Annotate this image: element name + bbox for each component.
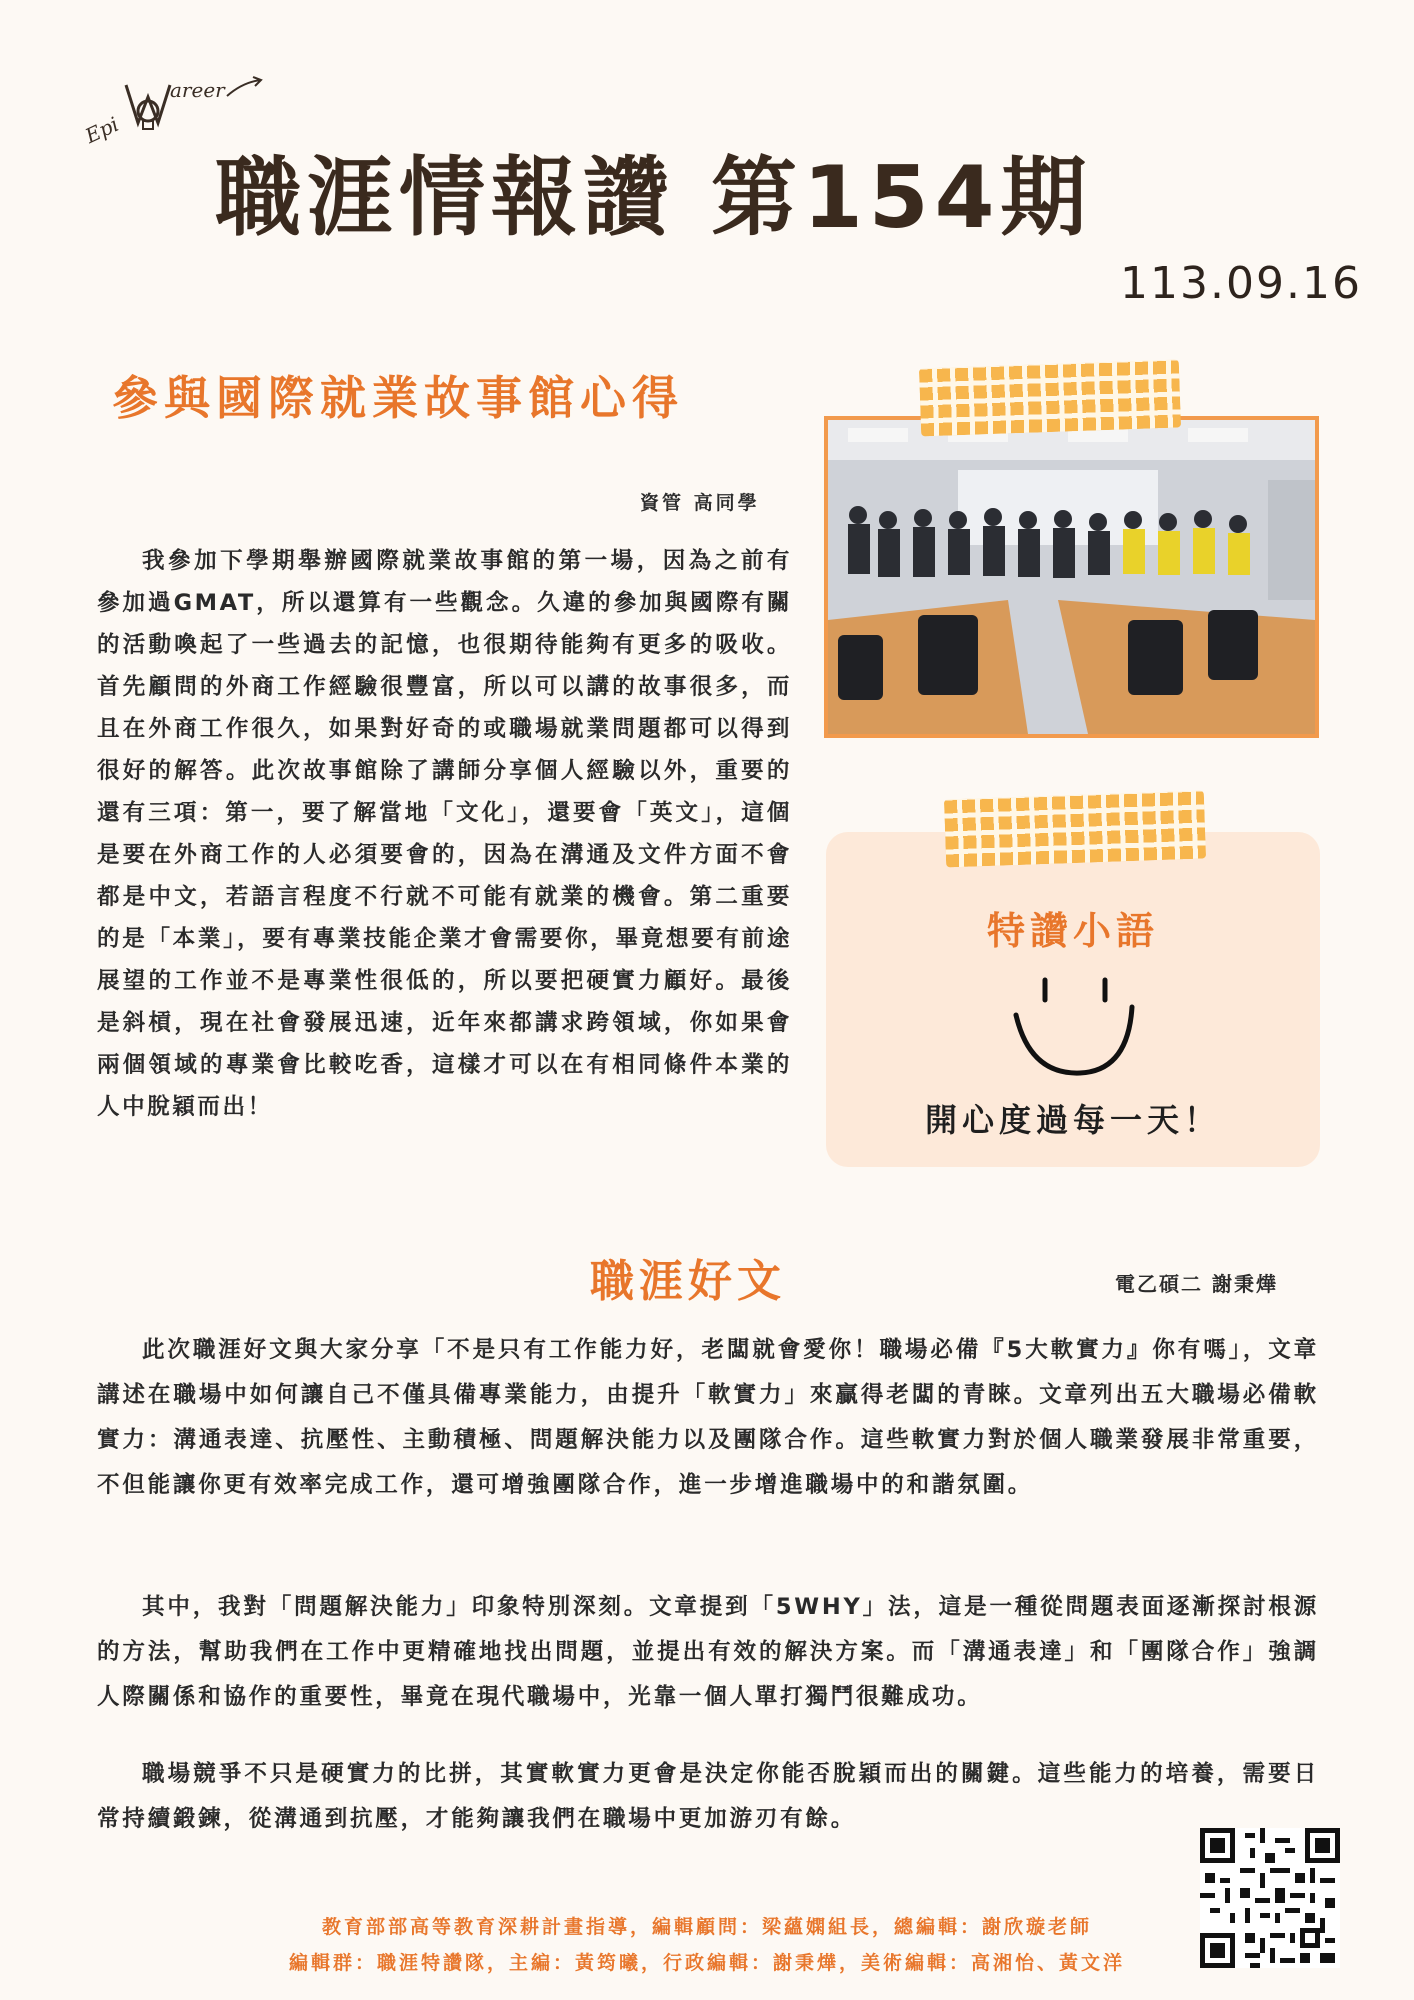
washi-tape-decoration xyxy=(919,359,1181,436)
newsletter-title: 職涯情報讚 第154期 xyxy=(215,148,1093,248)
qr-code-graphic xyxy=(1200,1828,1340,1968)
section1-body: 我參加下學期舉辦國際就業故事館的第一場，因為之前有參加過GMAT，所以還算有一些觀念。久違的參加與國際有關的活動喚起了一些過去的記憶，也很期待能夠有更多的吸收。首先顧問的外商工作經驗很豐富，所以可以講的故事很多，而且在外商工作很久，如果對好奇的或職場就業問題都可以得到很好的解答。此次故事館除了講師分享個人經驗以外，重要的還有三項：第一，要了解當地「文化」，還要會「英文」，這個是要在外商工作的人必須要會的，因為在溝通及文件方面不會都是中文，若語言程度不行就不可能有就業的機會。第二重要的是「本業」，要有專業技能企業才會需要你，畢竟想要有前途展望的工作並不是專業性很低的，所以要把硬實力顧好。最後是斜槓，現在社會發展迅速，近年來都講求跨領域，你如果會兩個領域的專業會比較吃香，這樣才可以在有相同條件本業的人中脫穎而出！ xyxy=(97,548,792,1120)
section2-author: 電乙碩二 謝秉燁 xyxy=(1115,1272,1278,1296)
quote-text: 開心度過每一天！ xyxy=(924,1101,1221,1139)
logo-career-text: areer xyxy=(170,78,225,102)
section1-title: 參與國際就業故事館心得 xyxy=(112,371,684,425)
section1-author: 資管 高同學 xyxy=(640,492,760,514)
quote-title xyxy=(826,900,1320,955)
quote-title-text: 特讚小語 xyxy=(986,909,1159,953)
logo-epi-text: Epi xyxy=(81,111,123,149)
footer-credits-line2: 編輯群：職涯特讚隊，主編：黃筠曦，行政編輯：謝秉燁，美術編輯：高湘怡、黃文洋 xyxy=(288,1952,1125,1974)
section2-paragraph: 其中，我對「問題解決能力」印象特別深刻。文章提到「5WHY」法，這是一種從問題表面逐漸探討根源的方法，幫助我們在工作中更精確地找出問題，並提出有效的解決方案。而「溝通表達」和「團隊合作」強調人際關係和協作的重要性，畢竟在現代職場中，光靠一個人單打獨鬥很難成功。 xyxy=(97,1594,1319,1710)
group-photo-illustration xyxy=(828,420,1315,734)
qr-code-icon[interactable] xyxy=(1200,1828,1340,1968)
issue-date: 113.09.16 xyxy=(1120,258,1362,309)
washi-tape-decoration xyxy=(944,790,1206,867)
smiley-icon xyxy=(1010,975,1140,1080)
logo-arrow-icon xyxy=(225,76,265,100)
section2-paragraph: 職場競爭不只是硬實力的比拼，其實軟實力更會是決定你能否脫穎而出的關鍵。這些能力的培養，需要日常持續鍛鍊，從溝通到抗壓，才能夠讓我們在職場中更加游刃有餘。 xyxy=(97,1761,1319,1832)
footer-credits-line1: 教育部部高等教育深耕計畫指導，編輯顧問：梁蘊嫻組長，總編輯：謝欣璇老師 xyxy=(321,1916,1092,1938)
event-group-photo xyxy=(824,416,1319,738)
section2-paragraph: 此次職涯好文與大家分享「不是只有工作能力好，老闆就會愛你！職場必備『5大軟實力』你有嗎」，文章講述在職場中如何讓自己不僅具備專業能力，由提升「軟實力」來贏得老闆的青睞。文章列出五大職場必備軟實力：溝通表達、抗壓性、主動積極、問題解決能力以及團隊合作。這些軟實力對於個人職業發展非常重要，不但能讓你更有效率完成工作，還可增強團隊合作，進一步增進職場中的和諧氛圍。 xyxy=(97,1337,1319,1498)
section2-title: 職涯好文 xyxy=(590,1256,786,1307)
